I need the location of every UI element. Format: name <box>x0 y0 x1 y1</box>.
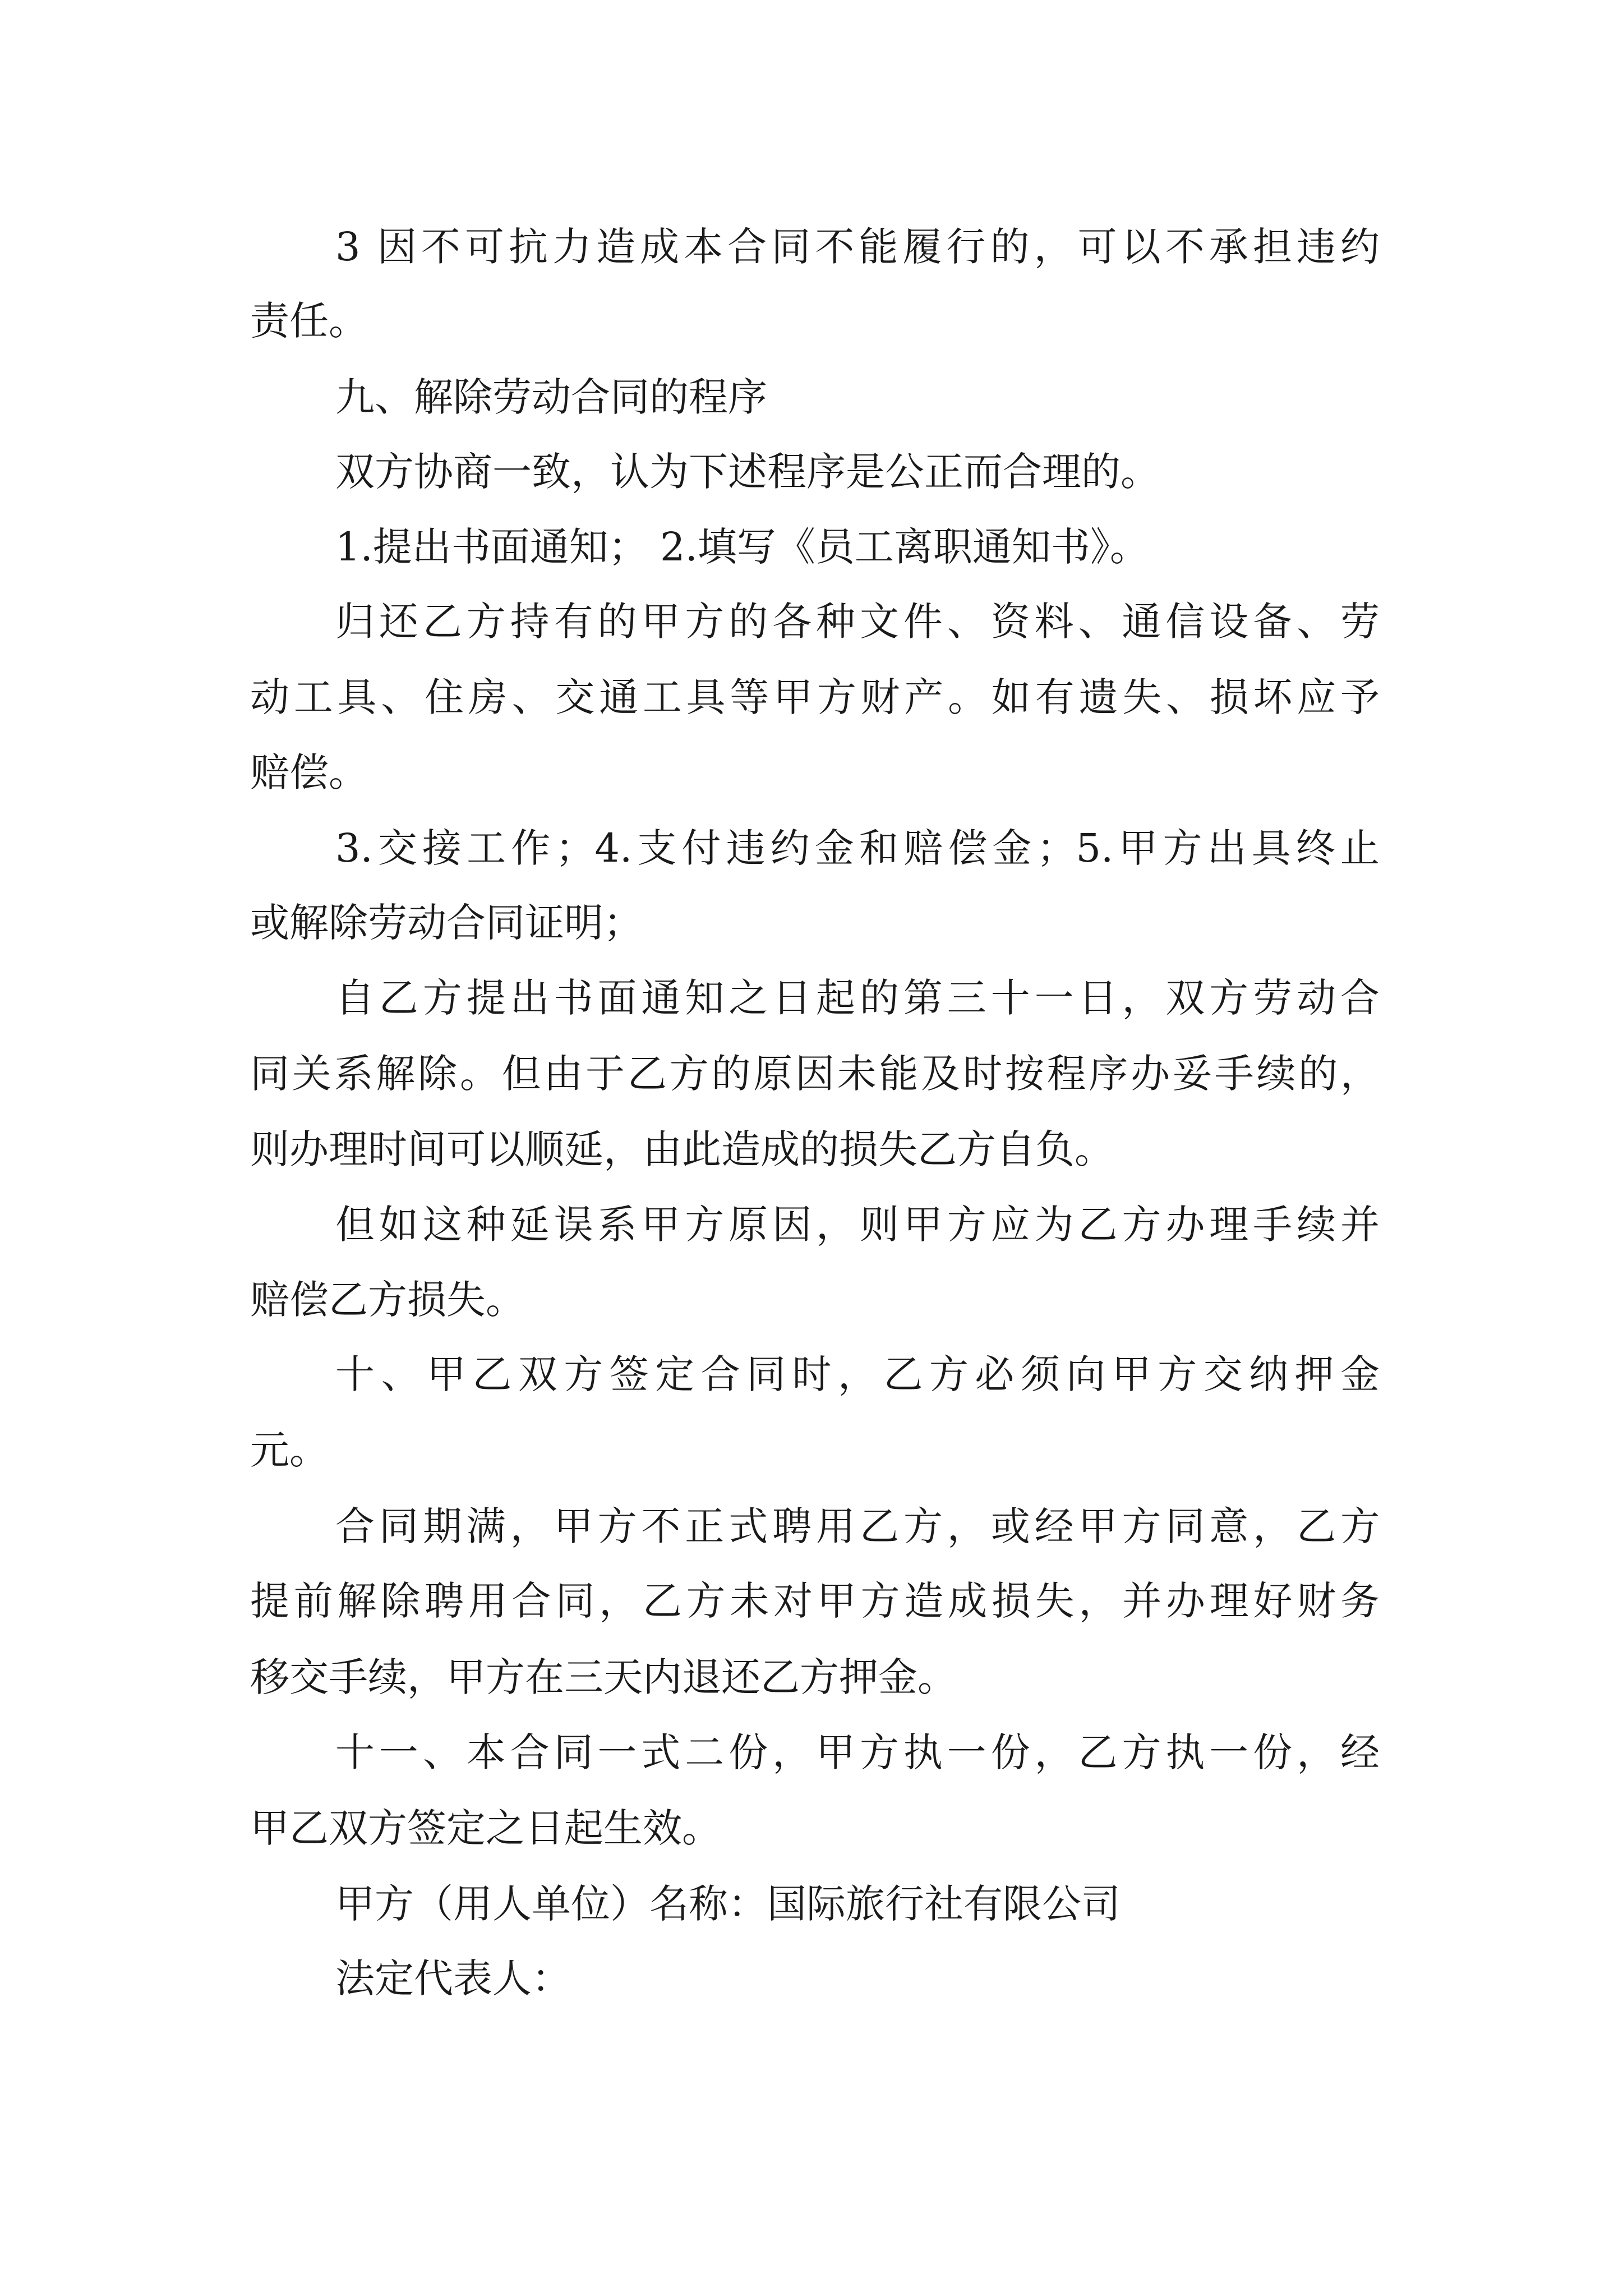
text-line: 归还乙方持有的甲方的各种文件、资料、通信设备、劳 <box>335 599 1380 645</box>
legal-representative-label: 法定代表人： <box>335 1955 571 2001</box>
text-line: 提前解除聘用合同，乙方未对甲方造成损失，并办理好财务 <box>250 1578 1380 1624</box>
text-line: 赔偿乙方损失。 <box>250 1277 525 1323</box>
text-line: 或解除劳动合同证明； <box>250 900 643 946</box>
text-line: 但如这种延误系甲方原因，则甲方应为乙方办理手续并 <box>335 1202 1380 1248</box>
text-line: 移交手续，甲方在三天内退还乙方押金。 <box>250 1654 957 1700</box>
text-line: 动工具、住房、交通工具等甲方财产。如有遗失、损坏应予 <box>250 674 1380 720</box>
text-line: 甲乙双方签定之日起生效。 <box>250 1805 721 1851</box>
section-heading: 九、解除劳动合同的程序 <box>335 374 767 420</box>
text-line: 同关系解除。但由于乙方的原因未能及时按程序办妥手续的， <box>250 1051 1380 1097</box>
text-line: 元。 <box>250 1427 329 1473</box>
text-line: 赔偿。 <box>250 749 368 795</box>
text-line: 责任。 <box>250 298 368 344</box>
text-line: 3 因不可抗力造成本合同不能履行的，可以不承担违约 <box>335 224 1380 270</box>
text-line: 自乙方提出书面通知之日起的第三十一日，双方劳动合 <box>335 975 1380 1021</box>
section-heading: 十一、本合同一式二份，甲方执一份，乙方执一份，经 <box>335 1729 1380 1775</box>
party-a-name: 甲方（用人单位）名称：国际旅行社有限公司 <box>335 1881 1121 1927</box>
text-line: 双方协商一致，认为下述程序是公正而合理的。 <box>335 449 1160 495</box>
text-line: 1.提出书面通知； 2.填写《员工离职通知书》。 <box>335 524 1149 570</box>
text-line: 则办理时间可以顺延，由此造成的损失乙方自负。 <box>250 1126 1114 1172</box>
section-heading: 十、甲乙双方签定合同时，乙方必须向甲方交纳押金 <box>335 1351 1380 1397</box>
text-line: 3.交接工作；4.支付违约金和赔偿金；5.甲方出具终止 <box>335 825 1380 871</box>
text-line: 合同期满，甲方不正式聘用乙方，或经甲方同意，乙方 <box>335 1503 1380 1549</box>
